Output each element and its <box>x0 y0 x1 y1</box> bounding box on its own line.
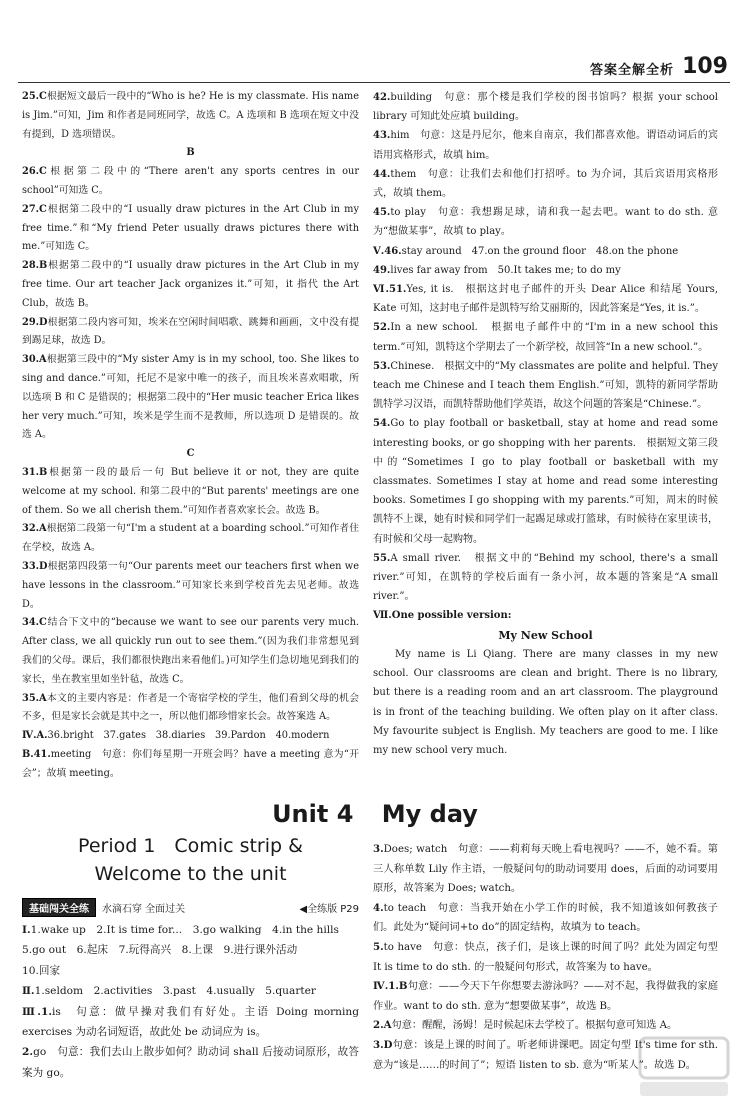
header-divider <box>18 82 730 83</box>
answer-number: Ⅵ.51. <box>373 284 407 296</box>
answer-text: lives far away from 50.It takes me; to do my <box>390 264 621 276</box>
answer-text: 10.回家 <box>22 964 61 977</box>
answer-item <box>22 961 359 981</box>
answer-item <box>22 690 359 728</box>
answer-item <box>373 88 718 126</box>
answer-item <box>22 257 359 313</box>
answer-text: 1.seldom 2.activities 3.past 4.usually 5.quarter <box>34 985 316 998</box>
answer-number: 3.D <box>373 1038 393 1051</box>
period-title-line-1: Period 1 Comic strip & <box>78 835 303 857</box>
answer-number: 2.A <box>373 1019 392 1032</box>
page-number: 109 <box>682 54 728 79</box>
answer-number: 29.D <box>22 316 48 328</box>
answer-item <box>373 938 718 977</box>
answer-text: 根据第三段中的“My sister Amy is in my school, too. She likes to sing and dance.”可知，托尼不是家中唯一的孩子，而且埃米喜欢唱歌，所以选项 B 和 C 是错误的；根据第二段中的“Her music teacher Erica likes her very much.”可知，埃米是学生而不是教师，所以选项 D 是错误的。故选 A。 <box>22 354 359 441</box>
answer-item <box>22 727 359 746</box>
answer-text: In a new school. 根据电子邮件中的“I'm in a new school this term.”可知，凯特这个学期去了一个新学校，故回答“In a new school.”。 <box>373 322 718 353</box>
answer-number: Ⅰ. <box>22 924 31 936</box>
answer-text: 句意：醒醒，汤姆！是时候起床去学校了。根据句意可知选 A。 <box>391 1020 678 1032</box>
answer-number: 33.D <box>22 560 48 572</box>
answer-number: 27.C <box>22 203 47 215</box>
answer-text: is 句意：做早操对我们有好处。主语 Doing morning exercises 为动名词短语，故此处 be 动词应为 is。 <box>22 1005 359 1039</box>
answer-number: Ⅲ.1. <box>22 1005 53 1018</box>
answer-item <box>22 614 359 689</box>
answer-text: Does; watch 句意：——莉莉每天晚上看电视吗？——不，她不看。第三人称单数 Lily 作主语，一般疑问句的助动词要用 does，后面的动词要用原形，故答案为 Does; watch。 <box>373 844 718 895</box>
answer-text: 根据第四段第一句“Our parents meet our teachers first when we have lessons in the classroom.”可知家长来到学校首先去见老师。故选 D。 <box>22 560 359 610</box>
answer-number: 28.B <box>22 260 48 272</box>
answer-item <box>373 606 718 625</box>
answer-number: 31.B <box>22 466 48 478</box>
answer-item <box>22 746 359 784</box>
answer-number: 32.A <box>22 523 47 535</box>
answer-text: 根据第二段内容可知，埃米在空闲时间唱歌、跳舞和画画，文中没有提到踢足球，故选 D。 <box>22 316 359 347</box>
answer-item <box>22 1002 359 1043</box>
period-title <box>22 832 359 888</box>
answer-text: Chinese. 根据文中的“My classmates are polite and helpful. They teach me Chinese and I teach them English.”可知，凯特的新同学帮助凯特学习汉语，而凯特帮助他们学英语，故这个问题的答案是“Chinese.”。 <box>373 360 718 411</box>
practice-bar <box>22 898 359 916</box>
answer-item <box>373 126 718 164</box>
answer-item <box>22 920 359 940</box>
essay-body: My name is Li Qiang. There are many classes in my new school. Our classrooms are clean and bright. There is no library, but there is a reading room and an art classroom. The playground is in front of the teaching building. We often play on it after class. My favourite subject is English. My teachers are good to me. I like my new school very much. <box>373 648 718 756</box>
answer-item <box>22 1042 359 1083</box>
answer-item <box>22 201 359 257</box>
unit-label: Unit 4 <box>272 800 354 828</box>
answer-item <box>373 318 718 356</box>
answer-number: Ⅴ.46. <box>373 245 402 257</box>
answer-item <box>373 549 718 607</box>
answer-text: 句意：——今天下午你想要去游泳吗？——对不起，我得做我的家庭作业。want to do sth. 意为“想要做某事”，故选 B。 <box>373 981 718 1012</box>
answer-number: 52. <box>373 322 391 334</box>
answer-text: go 句意：我们去山上散步如何？助动词 shall 后接动词原形，故答案为 go。 <box>22 1046 359 1079</box>
answer-number: B.41. <box>22 748 51 760</box>
answer-number: Ⅶ.One possible version: <box>373 610 512 622</box>
section-heading: C <box>186 448 195 460</box>
answer-item <box>22 940 359 960</box>
answer-text: to have 句意：快点，孩子们，是该上课的时间了吗？此处为固定句型 It is time to do sth. 的一般疑问句形式，故答案为 to have。 <box>373 941 718 973</box>
answer-text: 根据第二段中的“There aren't any sports centres in our school”可知选 C。 <box>22 166 359 196</box>
answer-number: 35.A <box>22 692 47 704</box>
answers-right-column-top <box>373 88 718 760</box>
answer-number: 26.C <box>22 166 47 178</box>
answer-text: 结合下文中的“because we want to see our parents very much. After class, we all quickly run out to see them.”(因为我们非常想见到我们的父母。课后，我们都很快跑出来看他们。)可知学生们急切地见到我们的家长，坐在教室里如坐针毡，故选 C。 <box>22 617 359 685</box>
answer-text: to teach 句意：当我开始在小学工作的时候，我不知道该如何教孩子们。此处为“疑问词+to do”的固定结构，故填为 to teach。 <box>373 902 718 934</box>
answer-item <box>373 357 718 415</box>
answer-item <box>373 977 718 1016</box>
answer-number: 53. <box>373 360 391 372</box>
answer-text: them 句意：让我们去和他们打招呼。to 为介词，其后宾语用宾格形式，故填 them。 <box>373 168 718 200</box>
answer-item <box>22 981 359 1001</box>
answers-left-column-bottom <box>22 920 359 1083</box>
answer-number: 4. <box>373 901 384 914</box>
answer-item <box>373 840 718 899</box>
answer-text: 根据第二段中的“I usually draw pictures in the Art Club in my free time. Our art teacher Jack organizes it.”可知，it 指代 the Art Club，故选 B。 <box>22 260 359 309</box>
answer-number: Ⅳ.A. <box>22 730 48 742</box>
answer-item <box>22 88 359 144</box>
answer-item <box>22 314 359 352</box>
answer-item <box>373 261 718 280</box>
unit-title <box>0 800 750 828</box>
answer-number: Ⅳ.1.B <box>373 980 408 993</box>
answer-text: to play 句意：我想踢足球，请和我一起去吧。want to do sth. 意为“想做某事”，故填 to play。 <box>373 207 718 238</box>
answer-text: building 句意：那个楼是我们学校的图书馆吗？根据 your school library 可知此处应填 building。 <box>373 92 718 123</box>
answer-text: 根据第一段的最后一句 But believe it or not, they are quite welcome at my school. 和第二段中的“But parents' meetings are one of them. So we all cherish them.”可知作者喜欢家长会。故选 B。 <box>22 466 359 516</box>
answer-item <box>22 464 359 520</box>
answer-number: 55. <box>373 552 391 564</box>
practice-page-ref: ◀全练版 P29 <box>299 903 359 915</box>
answer-number: 44. <box>373 168 391 180</box>
answer-number: 2. <box>22 1046 34 1059</box>
answer-text: 根据第二段第一句“I'm a student at a boarding school.”可知作者住在学校，故选 A。 <box>22 523 359 554</box>
answer-number: 45. <box>373 207 391 219</box>
answer-text: stay around 47.on the ground floor 48.on the phone <box>401 245 679 257</box>
answer-text: 本文的主要内容是：作者是一个寄宿学校的学生，他们看到父母的机会不多，但是家长会就是其中之一，所以他们都珍惜家长会。故答案选 A。 <box>22 692 359 723</box>
answer-number: 49. <box>373 264 391 276</box>
answer-item <box>22 520 359 558</box>
answer-text: A small river. 根据文中的“Behind my school, there's a small river.”可知，在凯特的学校后面有一条小河，故本题的答案是“A small river.”。 <box>373 552 718 603</box>
essay-title: My New School <box>498 628 593 642</box>
period-title-line-2: Welcome to the unit <box>94 863 287 885</box>
practice-label: 基础闯关全练 <box>22 898 96 917</box>
answer-number: 5. <box>373 940 384 953</box>
answer-text: 36.bright 37.gates 38.diaries 39.Pardon 40.modern <box>47 730 330 742</box>
answer-text: 1.wake up 2.It is time for... 3.go walking 4.in the hills <box>30 924 339 936</box>
practice-motto: 水滴石穿 全面过关 <box>102 903 186 915</box>
answer-text: 5.go out 6.起床 7.玩得高兴 8.上课 9.进行课外活动 <box>22 944 298 957</box>
answer-number: 42. <box>373 92 391 103</box>
answer-number: 43. <box>373 130 391 142</box>
answer-item <box>373 899 718 938</box>
answer-number: Ⅱ. <box>22 985 35 998</box>
watermark-logo-icon <box>636 1032 732 1102</box>
answer-text: Go to play football or basketball, stay at home and read some interesting books, or go shopping with her parents. 根据短文第三段中的“Sometimes I go to play football or basketball with my classmates. Sometimes I stay at home and read some interesting books. Sometimes I go shopping with my parents.”可知，周末的时候凯特不上课，她有时候和同学们一起踢足球或打篮球，有时候待在家里读书，有时候和父母一起购物。 <box>373 418 718 545</box>
answer-text: Yes, it is. 根据这封电子邮件的开头 Dear Alice 和结尾 Yours, Kate 可知，这封电子邮件是凯特写给艾丽斯的，因此答案是“Yes, it is.”。 <box>373 284 718 315</box>
answer-item <box>22 163 359 201</box>
answer-item <box>373 280 718 318</box>
answer-number: 3. <box>373 843 384 855</box>
answer-text: 根据第二段中的“I usually draw pictures in the Art Club in my free time.”和“My friend Peter usually draws pictures there with me.”可知选 C。 <box>22 203 359 253</box>
answer-number: 25.C <box>22 91 47 102</box>
page-header <box>590 56 728 78</box>
answer-item <box>22 351 359 445</box>
answers-left-column-top <box>22 88 359 783</box>
answer-text: 句意：该是上课的时间了。听老师讲课吧。固定句型 It's time for sth. 意为“该是……的时间了”；短语 listen to sb. 意为“听某人”。故选 D。 <box>373 1039 718 1071</box>
answer-item <box>373 414 718 548</box>
answer-text: meeting 句意：你们每星期一开班会吗？have a meeting 意为“开会”；故填 meeting。 <box>22 748 359 779</box>
unit-name: My day <box>381 800 478 828</box>
answer-item <box>373 242 718 261</box>
answer-item <box>373 165 718 203</box>
answer-number: 30.A <box>22 354 47 366</box>
answer-text: 根据短文最后一段中的“Who is he? He is my classmate. His name is Jim.”可知，Jim 和作者是同班同学，故选 C。A 选项和 B 选项在短文中没有提到，D 选项错误。 <box>22 91 359 140</box>
header-title: 答案全解全析 <box>590 63 675 78</box>
answer-item <box>373 203 718 241</box>
answer-number: 34.C <box>22 617 47 629</box>
answer-number: 54. <box>373 418 391 430</box>
answer-item <box>22 558 359 614</box>
section-heading: B <box>186 147 195 159</box>
answer-text: him 句意：这是丹尼尔，他来自南京，我们都喜欢他。谓语动词后的宾语用宾格形式，故填 him。 <box>373 130 718 161</box>
